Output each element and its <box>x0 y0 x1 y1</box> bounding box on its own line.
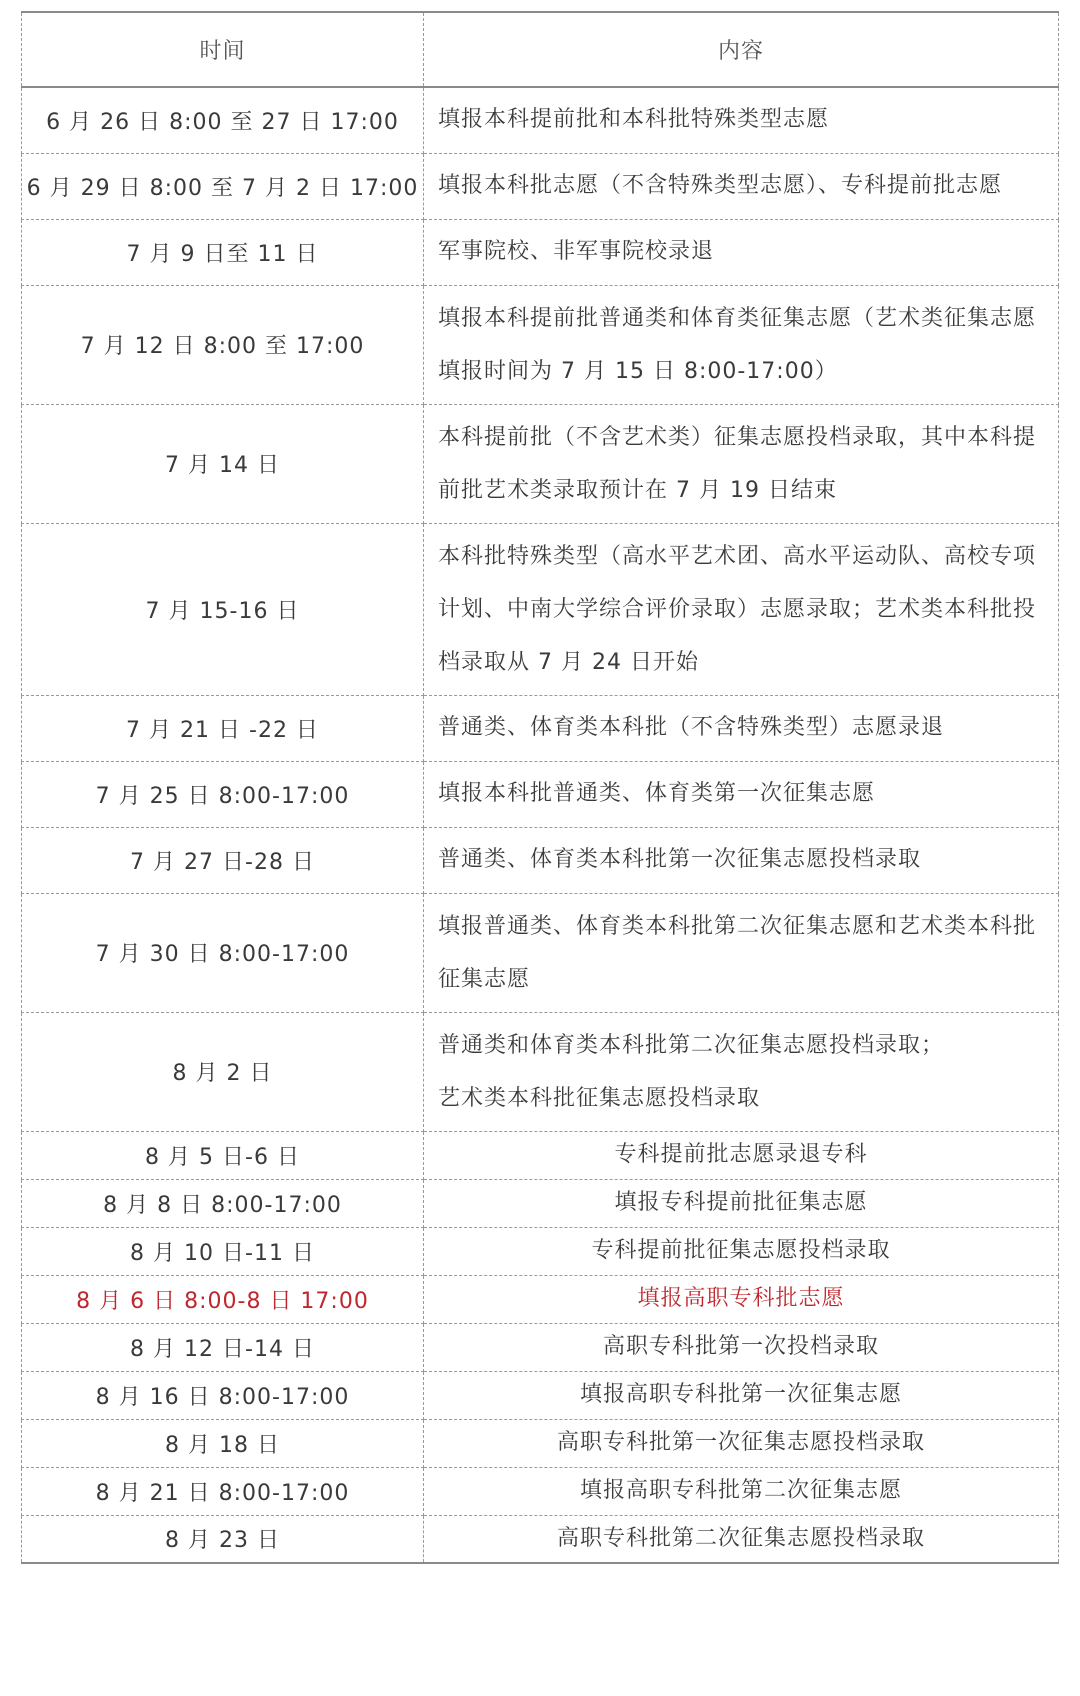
table-row <box>22 153 1059 219</box>
row-content: 本科批特殊类型（高水平艺术团、高水平运动队、高校专项计划、中南大学综合评价录取）志愿录取；艺术类本科批投档录取从 7 月 24 日开始 <box>424 523 1059 695</box>
row-content: 填报本科提前批普通类和体育类征集志愿（艺术类征集志愿填报时间为 7 月 15 日 8:00-17:00） <box>424 285 1059 404</box>
table-row <box>22 827 1059 893</box>
table-row <box>22 1371 1059 1419</box>
table-row <box>22 893 1059 1012</box>
row-time: 8 月 8 日 8:00-17:00 <box>22 1179 424 1227</box>
row-content: 军事院校、非军事院校录退 <box>424 219 1059 285</box>
admission-schedule-table <box>21 11 1059 1564</box>
table-row-highlighted <box>22 1275 1059 1323</box>
row-content: 专科提前批志愿录退专科 <box>424 1131 1059 1179</box>
row-content: 高职专科批第一次投档录取 <box>424 1323 1059 1371</box>
row-time: 7 月 30 日 8:00-17:00 <box>22 893 424 1012</box>
row-content <box>424 1012 1059 1131</box>
row-content: 普通类、体育类本科批（不含特殊类型）志愿录退 <box>424 695 1059 761</box>
table-row <box>22 404 1059 523</box>
row-content: 填报高职专科批第二次征集志愿 <box>424 1467 1059 1515</box>
row-content: 填报高职专科批志愿 <box>424 1275 1059 1323</box>
table-row <box>22 1179 1059 1227</box>
header-time: 时间 <box>22 12 424 87</box>
table-row <box>22 1467 1059 1515</box>
row-content: 填报专科提前批征集志愿 <box>424 1179 1059 1227</box>
row-content: 填报普通类、体育类本科批第二次征集志愿和艺术类本科批征集志愿 <box>424 893 1059 1012</box>
row-time: 8 月 12 日-14 日 <box>22 1323 424 1371</box>
row-content: 填报本科批志愿（不含特殊类型志愿）、专科提前批志愿 <box>424 153 1059 219</box>
row-time: 8 月 16 日 8:00-17:00 <box>22 1371 424 1419</box>
row-content: 填报本科提前批和本科批特殊类型志愿 <box>424 87 1059 153</box>
row-time: 6 月 29 日 8:00 至 7 月 2 日 17:00 <box>22 153 424 219</box>
table-row <box>22 523 1059 695</box>
row-content: 填报高职专科批第一次征集志愿 <box>424 1371 1059 1419</box>
row-time: 8 月 21 日 8:00-17:00 <box>22 1467 424 1515</box>
row-content-line-2: 艺术类本科批征集志愿投档录取 <box>438 1085 761 1111</box>
row-time: 8 月 2 日 <box>22 1012 424 1131</box>
row-time: 8 月 5 日-6 日 <box>22 1131 424 1179</box>
table-row <box>22 1515 1059 1563</box>
row-time: 7 月 15-16 日 <box>22 523 424 695</box>
table-row <box>22 1323 1059 1371</box>
row-time: 7 月 27 日-28 日 <box>22 827 424 893</box>
table-header-row <box>22 12 1059 87</box>
table-row <box>22 219 1059 285</box>
row-time: 7 月 14 日 <box>22 404 424 523</box>
row-content: 高职专科批第二次征集志愿投档录取 <box>424 1515 1059 1563</box>
header-content: 内容 <box>424 12 1059 87</box>
table-row <box>22 1419 1059 1467</box>
row-content: 高职专科批第一次征集志愿投档录取 <box>424 1419 1059 1467</box>
table-row <box>22 761 1059 827</box>
table-row <box>22 87 1059 153</box>
row-content: 填报本科批普通类、体育类第一次征集志愿 <box>424 761 1059 827</box>
row-time: 8 月 18 日 <box>22 1419 424 1467</box>
table-row <box>22 695 1059 761</box>
table-row <box>22 1012 1059 1131</box>
row-time: 7 月 21 日 -22 日 <box>22 695 424 761</box>
table-row <box>22 285 1059 404</box>
row-time: 7 月 12 日 8:00 至 17:00 <box>22 285 424 404</box>
table-row <box>22 1227 1059 1275</box>
row-content-line-1: 普通类和体育类本科批第二次征集志愿投档录取； <box>438 1032 945 1058</box>
row-time: 8 月 23 日 <box>22 1515 424 1563</box>
schedule-sheet <box>21 11 1058 1564</box>
row-time: 8 月 10 日-11 日 <box>22 1227 424 1275</box>
row-content: 本科提前批（不含艺术类）征集志愿投档录取，其中本科提前批艺术类录取预计在 7 月 19 日结束 <box>424 404 1059 523</box>
row-time: 6 月 26 日 8:00 至 27 日 17:00 <box>22 87 424 153</box>
row-time: 8 月 6 日 8:00-8 日 17:00 <box>22 1275 424 1323</box>
row-time: 7 月 25 日 8:00-17:00 <box>22 761 424 827</box>
table-row <box>22 1131 1059 1179</box>
row-content: 专科提前批征集志愿投档录取 <box>424 1227 1059 1275</box>
row-time: 7 月 9 日至 11 日 <box>22 219 424 285</box>
row-content: 普通类、体育类本科批第一次征集志愿投档录取 <box>424 827 1059 893</box>
